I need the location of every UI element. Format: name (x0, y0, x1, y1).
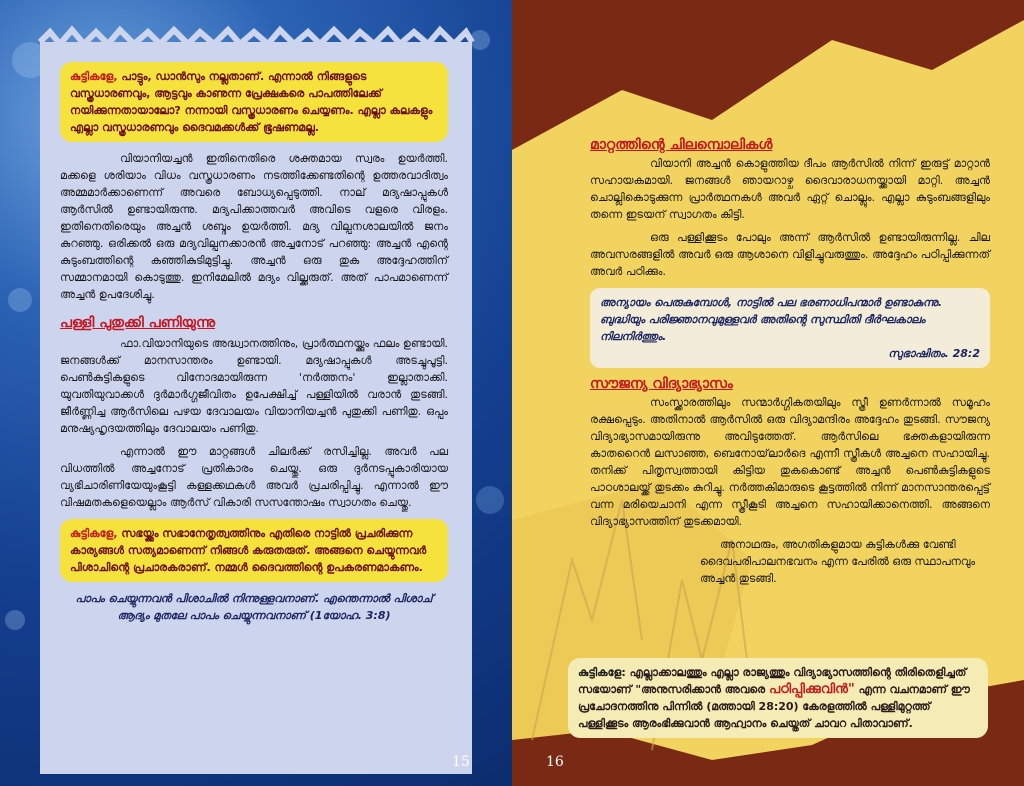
kids-advice-text: എന്ന വചനമാണ് ഈ പ്രചോദനത്തിനു പിന്നിൽ (മത്തായി 28:20) കേരളത്തിൽ പള്ളിമുറ്റത്ത് പള്ളിക്കൂടം ആരംഭിക്കുവാൻ ആഹ്വാനം ചെയ്തത് ചാവറ പിതാവാണ്. (578, 683, 970, 730)
page-number: 16 (546, 754, 564, 770)
section-heading: പള്ളി പുതുക്കി പണിയുന്നു (60, 315, 216, 331)
kids-advice-text: സഭയ്ക്കും സഭാനേതൃത്വത്തിനും എതിരെ നാട്ടിൽ പ്രചരിക്കുന്ന കാര്യങ്ങൾ സത്യമാണെന്ന് നിങ്ങൾ കരുതരുത്. അങ്ങനെ ചെയ്യുന്നവർ പിശാചിന്റെ പ്രചാരകരാണ്. നമ്മൾ ദൈവത്തിന്റെ ഉപകരണമാകണം. (70, 527, 427, 574)
paragraph: വിയാനിയച്ചൻ ഇതിനെതിരെ ശക്തമായ സ്വരം ഉയർത്തി. മക്കളെ ശരിയാം വിധം വസ്ത്രധാരണം നടത്തിക്കേണ്ടതിന്റെ ഉത്തരവാദിത്വം അമ്മമാർക്കാണെന്ന് അവരെ ബോധ്യപ്പെടുത്തി. നാല് മദ്യഷാപ്പുകൾ ആർസിൽ ഉണ്ടായിരുന്നു. മദ്യപിക്കാത്തവർ അവിടെ വളരെ വിരളം. ഇതിനെതിരെയും അച്ചൻ ശബ്ദം ഉയർത്തി. മദ്യ വില്പനശാലയിൽ ജനം കുറഞ്ഞു. ഒരിക്കൽ ഒരു മദ്യവില്പനക്കാരൻ അച്ചനോട് പറഞ്ഞു: അച്ചൻ എന്റെ കുടുംബത്തിന്റെ കഞ്ഞികുടിമുട്ടിച്ചു. അച്ചൻ ഒരു തുക അദ്ദേഹത്തിന് സമ്മാനമായി കൊടുത്തു. ഇനിമേലിൽ മദ്യം വില്ക്കരുത്. അത് പാപമാണെന്ന് അച്ചൻ ഉപദേശിച്ചു. (60, 152, 448, 301)
proverb-reference: സുഭാഷിതം. 28:2 (888, 347, 980, 360)
kids-callout-label: കുട്ടികളേ, (70, 70, 118, 83)
paragraph: സംസ്ക്കാരത്തിലും സന്മാർഗ്ഗികതയിലും സ്ത്രീ ഉണർന്നാൽ സമൂഹം രക്ഷപ്പെടും. അതിനാൽ ആർസിൽ ഒരു വിദ്യാമന്ദിരം അദ്ദേഹം തുടങ്ങി. സൗജന്യ വിദ്യാഭ്യാസമായിരുന്നു അവിടുത്തേത്. ആർസിലെ ഭക്തകളായിരുന്ന കാതറൈൻ ലസാഞ്ഞ, ബെനോയ്‌ലാർദെ എന്നീ സ്ത്രീകൾ അച്ചനെ സഹായിച്ചു. തനിക്ക് പിതൃസ്വത്തായി കിട്ടിയ തുകകൊണ്ട് അച്ചൻ പെൺകുട്ടികളുടെ പാഠശാലയ്ക്ക് തുടക്കം കുറിച്ചു. നർത്തകിമാരുടെ കൂട്ടത്തിൽ നിന്ന് മാനസാന്തരപ്പെട്ട് വന്ന മരിയെചാനി എന്ന സ്ത്രീകൂടി അച്ചനെ സഹായിക്കാനെത്തി. അങ്ങനെ വിദ്യാഭ്യാസത്തിന് തുടക്കമായി. (590, 396, 990, 528)
page-number: 15 (452, 754, 470, 770)
left-content (60, 62, 448, 624)
kids-advice-text: എല്ലാക്കാലത്തും എല്ലാ രാജ്യത്തും വിദ്യാഭ്യാസത്തിന്റെ തിരിതെളിച്ചത് സഭയാണ് "അനുസരിക്കാൻ അവരെ (578, 666, 967, 696)
proverb-quote-box (590, 288, 990, 368)
paragraph: അനാഥരും, അഗതികളുമായ കുട്ടികൾക്കു വേണ്ടി ദൈവപരിപാലനഭവനം എന്ന പേരിൽ ഒരു സ്ഥാപനവും അച്ചൻ തുടങ്ങി. (700, 538, 976, 585)
kids-advice-box-2 (60, 519, 448, 582)
bible-quote: പാപം ചെയ്യുന്നവൻ പിശാചിൽ നിന്നുള്ളവനാണ്. എന്തെന്നാൽ പിശാച് ആദ്യം മുതലേ പാപം ചെയ്യുന്നവനാണ് (1യോഹ. 3:8) (75, 592, 433, 622)
right-page (512, 0, 1024, 786)
paragraph: ഒരു പള്ളിക്കൂടം പോലും അന്ന് ആർസിൽ ഉണ്ടായിരുന്നില്ല. ചില അവസരങ്ങളിൽ അവർ ഒരു ആശാനെ വിളിച്ചുവരുത്തും. അദ്ദേഹം പഠിപ്പിക്കുന്നത് അവർ പഠിക്കും. (590, 231, 990, 278)
paragraph: ഫാ.വിയാനിയുടെ അദ്ധ്വാനത്തിനും, പ്രാർത്ഥനയ്ക്കും ഫലം ഉണ്ടായി. ജനങ്ങൾക്ക് മാനസാന്തരം ഉണ്ടായി. മദ്യഷാപ്പുകൾ അടച്ചുപൂട്ടി. പെൺകുട്ടികളുടെ വിനോദമായിരുന്ന 'നർത്തനം' ഇല്ലാതാക്കി. യുവതിയുവാക്കൾ ദുർമാർഗ്ഗജീവിതം ഉപേക്ഷിച്ച് പള്ളിയിൽ വരാൻ തുടങ്ങി. ജീർണ്ണിച്ച ആർസിലെ പഴയ ദേവാലയം വിയാനിയച്ചൻ പുതുക്കി പണിതു. ഒപ്പം മനുഷ്യഹൃദയത്തിലും ദേവാലയം പണിതു. (60, 337, 448, 435)
paragraph: എന്നാൽ ഈ മാറ്റങ്ങൾ ചിലർക്ക് രസിച്ചില്ല. അവർ പല വിധത്തിൽ അച്ചനോട് പ്രതികാരം ചെയ്തു. ഒരു ദുർനടപ്പുകാരിയായ വ്യഭിചാരിണിയേയുംകൂട്ടി കള്ളക്കഥകൾ അവർ പ്രചരിപ്പിച്ചു. എന്നാൽ ഈ വിഷമതകളെയെല്ലാം ആർസ് വികാരി സസന്തോഷം സ്വാഗതം ചെയ്തു. (60, 445, 448, 509)
kids-advice-box-3 (568, 658, 988, 738)
kids-advice-text: പാട്ടും, ഡാൻസും നല്ലതാണ്. എന്നാൽ നിങ്ങളുടെ വസ്ത്രധാരണവും, ആട്ടവും കാണുന്ന പ്രേക്ഷകരെ പാപത്തിലേക്ക് നയിക്കുന്നതായാലോ? നന്നായി വസ്ത്രധാരണം ചെയ്യണം. എല്ലാ കലകളും എല്ലാ വസ്ത്രധാരണവും ദൈവമക്കൾക്ക് ഭൂഷണമല്ല. (70, 70, 433, 134)
kids-callout-label: കുട്ടികളേ, (70, 527, 118, 540)
kids-callout-label: കുട്ടികളേ: (578, 666, 626, 679)
section-heading: സൗജന്യ വിദ്യാഭ്യാസം (590, 376, 733, 392)
proverb-quote: അന്യായം പെരുകുമ്പോൾ, നാട്ടിൽ പല ഭരണാധിപന്മാർ ഉണ്ടാകുന്നു. ബുദ്ധിയും പരിജ്ഞാനവുമുള്ളവർ അതിന്റെ സുസ്ഥിതി ദീർഘകാലം നിലനിർത്തും. (600, 296, 942, 343)
highlighted-verse: പഠിപ്പിക്കുവിൻ" (768, 682, 855, 697)
section-heading: മാറ്റത്തിന്റെ ചിലമ്പൊലികൾ (590, 137, 773, 153)
paragraph: വിയാനി അച്ചൻ കൊളുത്തിയ ദീപം ആർസിൽ നിന്ന് ഇരുട്ട് മാറ്റാൻ സഹായകമായി. ജനങ്ങൾ ഞായറാഴ്ച ദൈവാരാധനയ്ക്കായി മാറ്റി. അച്ചൻ ചൊല്ലികൊടുക്കുന്ന പ്രാർത്ഥനകൾ അവർ ഏറ്റ് ചൊല്ലും. എല്ലാ കുടുംബങ്ങളിലും തന്നെ ഇടയന് സ്വാഗതം കിട്ടി. (590, 157, 990, 221)
right-content (590, 135, 990, 587)
kids-advice-box-1 (60, 62, 448, 142)
